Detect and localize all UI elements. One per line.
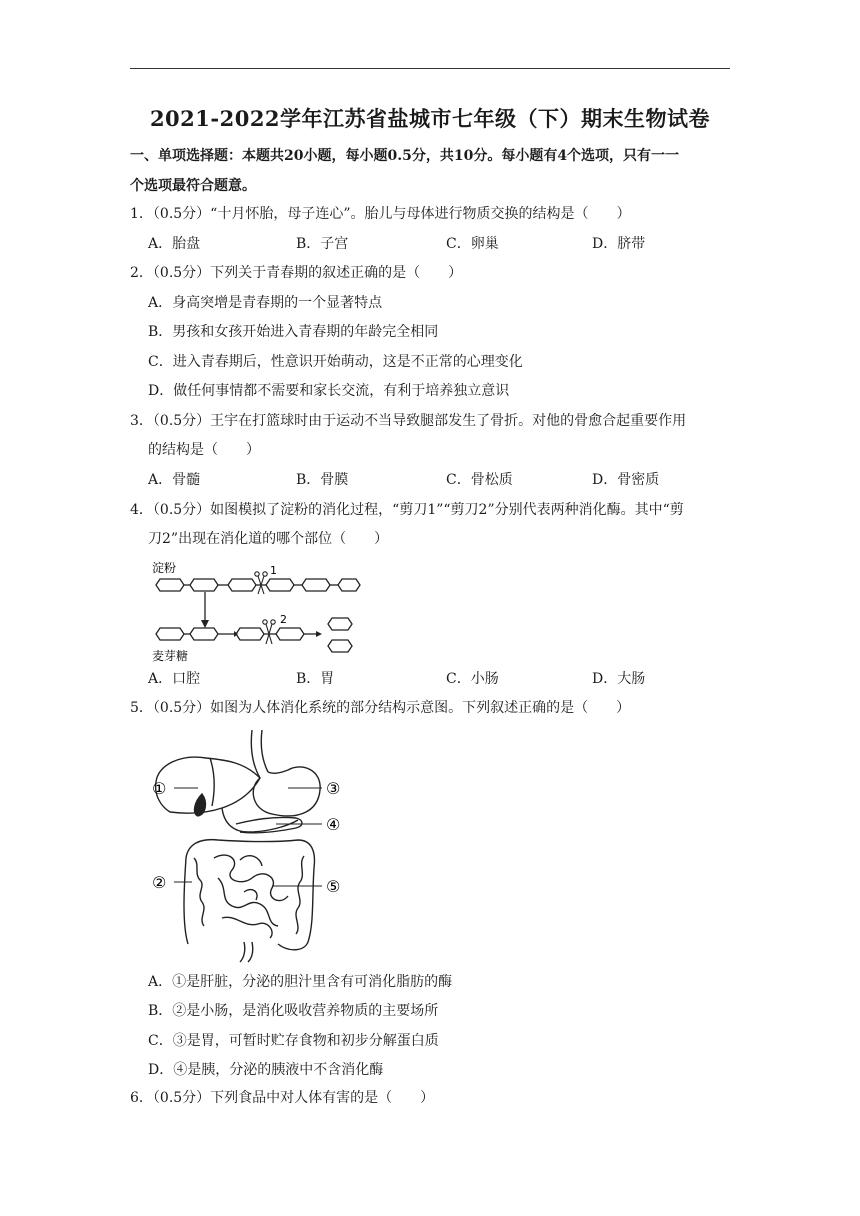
q4-option-a: A．口腔 [148, 671, 201, 687]
section-heading-line1: 一、单项选择题：本题共20小题，每小题0.5分，共10分。每小题有4个选项，只有一一 [130, 148, 680, 164]
header-rule [130, 68, 730, 69]
page-title: 2021-2022学年江苏省盐城市七年级（下）期末生物试卷 [149, 106, 711, 131]
large-intestine-folds-left [194, 858, 204, 926]
q5-option-a: A．①是肝脏，分泌的胆汁里含有可消化脂肪的酶 [148, 974, 453, 990]
maltose-label: 麦芽糖 [152, 649, 189, 662]
scissor2-icon [263, 620, 275, 644]
scissor2-label: 2 [280, 613, 287, 626]
q4-option-d: D．大肠 [592, 671, 646, 687]
label-3: ③ [326, 779, 341, 798]
starch-digestion-figure [150, 558, 370, 662]
q1-option-b: B．子宫 [296, 236, 349, 252]
maltose-chain [156, 618, 352, 652]
q3-option-b: B．骨膜 [296, 472, 349, 488]
q4-option-b: B．胃 [296, 671, 335, 687]
q5-option-b: B．②是小肠，是消化吸收营养物质的主要场所 [148, 1003, 439, 1019]
q1-stem: 1．（0.5分）“十月怀胎，母子连心”。胎儿与母体进行物质交换的结构是（ ） [130, 206, 631, 222]
q1-option-d: D．脐带 [592, 236, 646, 252]
q3-stem-line1: 3．（0.5分）王宇在打篮球时由于运动不当导致腿部发生了骨折。对他的骨愈合起重要作用 [130, 413, 687, 429]
label-4: ④ [326, 815, 341, 834]
q3-option-d: D．骨密质 [592, 472, 660, 488]
right-arrow-head-2 [316, 631, 322, 637]
q2-stem: 2．（0.5分）下列关于青春期的叙述正确的是（ ） [130, 265, 463, 281]
q5-option-d: D．④是胰，分泌的胰液中不含消化酶 [148, 1062, 384, 1078]
rectum-shape [240, 942, 253, 962]
q3-stem-line2: 的结构是（ ） [148, 442, 260, 458]
q2-option-a: A．身高突增是青春期的一个显著特点 [148, 295, 383, 311]
starch-label: 淀粉 [152, 561, 177, 575]
duodenum-shape [222, 808, 298, 832]
scissor1-label: 1 [270, 564, 277, 577]
q1-option-c: C．卵巢 [446, 236, 499, 252]
esophagus-shape [251, 730, 260, 778]
q3-option-c: C．骨松质 [446, 472, 513, 488]
gallbladder-shape [195, 794, 206, 816]
section-heading-line2: 个选项最符合题意。 [130, 178, 256, 194]
q2-option-c: C．进入青春期后，性意识开始萌动，这是不正常的心理变化 [148, 354, 523, 370]
q3-option-a: A．骨髓 [148, 472, 201, 488]
starch-chain-top [156, 579, 360, 591]
q5-option-c: C．③是胃，可暂时贮存食物和初步分解蛋白质 [148, 1033, 439, 1049]
digestive-system-figure [148, 728, 358, 964]
liver-lobe-line [210, 758, 214, 806]
small-intestine-shape [214, 855, 288, 938]
q4-stem-line2: 刀2”出现在消化道的哪个部位（ ） [148, 531, 389, 547]
q2-option-d: D．做任何事情都不需要和家长交流，有利于培养独立意识 [148, 383, 510, 399]
scissor1-icon [255, 572, 267, 594]
q2-option-b: B．男孩和女孩开始进入青春期的年龄完全相同 [148, 324, 439, 340]
q4-stem-line1: 4．（0.5分）如图模拟了淀粉的消化过程，“剪刀1”“剪刀2”分别代表两种消化酶。其中“剪 [130, 502, 684, 518]
stomach-shape [253, 767, 320, 816]
label-2: ② [152, 873, 167, 892]
q5-stem: 5．（0.5分）如图为人体消化系统的部分结构示意图。下列叙述正确的是（ ） [130, 700, 631, 716]
label-5: ⑤ [326, 877, 341, 896]
label-1: ① [152, 779, 167, 798]
q4-option-c: C．小肠 [446, 671, 499, 687]
down-arrow-head [201, 620, 209, 628]
esophagus-shape-2 [261, 730, 268, 772]
q1-option-a: A．胎盘 [148, 236, 201, 252]
large-intestine-folds-right [296, 856, 304, 934]
liver-shape [156, 757, 260, 813]
q6-stem: 6．（0.5分）下列食品中对人体有害的是（ ） [130, 1090, 435, 1106]
